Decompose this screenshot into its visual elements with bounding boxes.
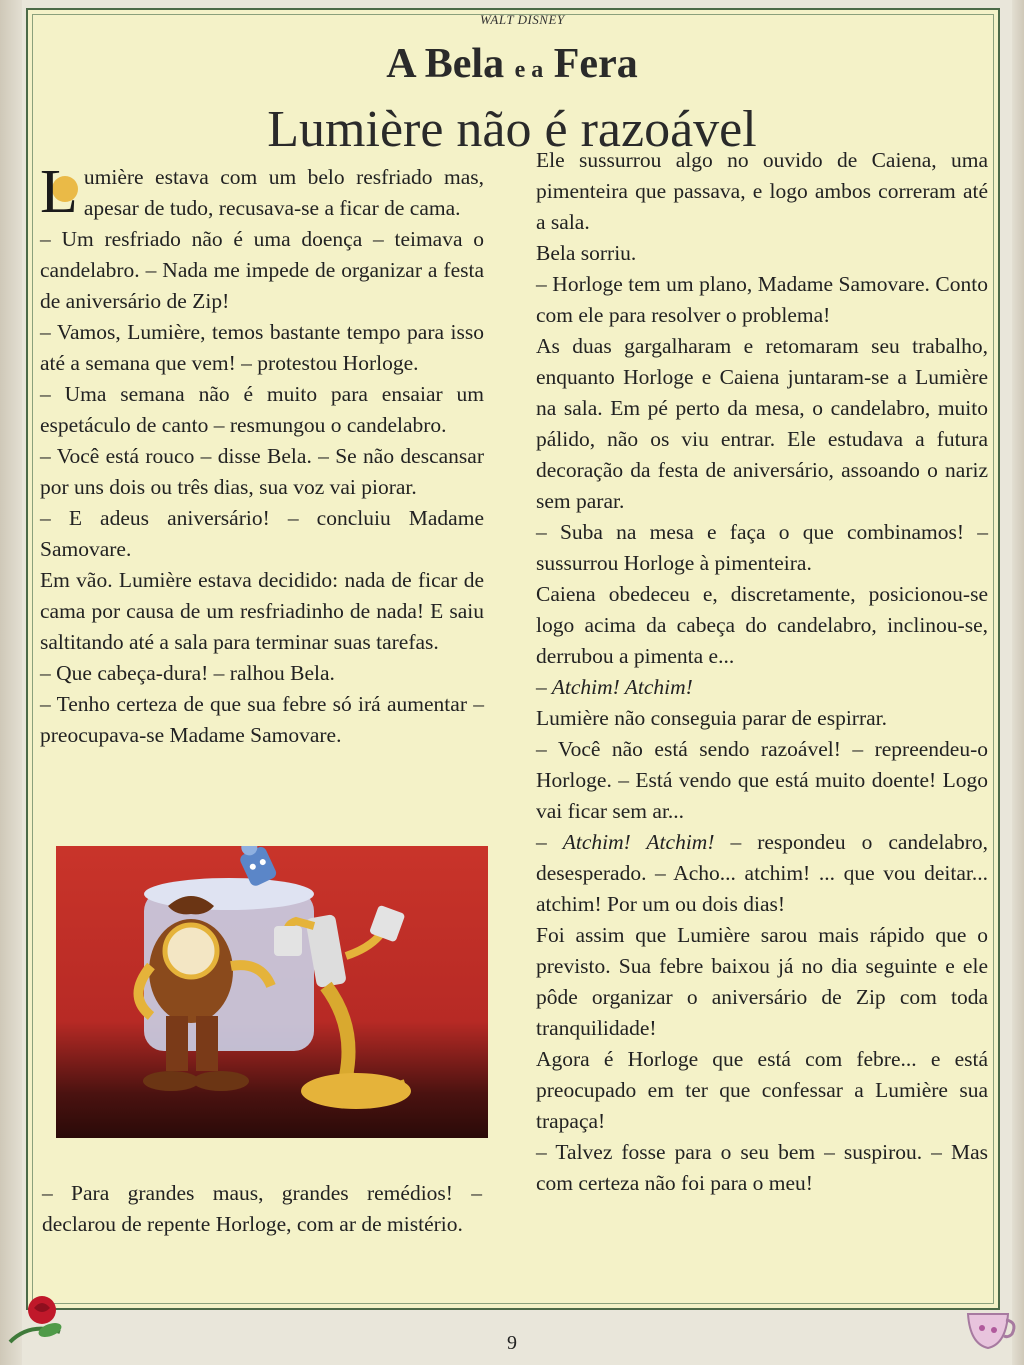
paragraph: Agora é Horloge que está com febre... e está preocupado em ter que confessar a Lumière sua trapaça! <box>536 1047 988 1133</box>
drop-cap: L <box>40 158 78 226</box>
paragraph: – Suba na mesa e faça o que combinamos! – sussurrou Horloge à pimenteira. <box>536 520 988 575</box>
paragraph: – Você está rouco – disse Bela. – Se não descansar por uns dois ou três dias, sua voz vai piorar. <box>40 444 484 499</box>
brand-logo: WALT DISNEY <box>480 12 565 27</box>
paragraph: – E adeus aniversário! – concluiu Madame Samovare. <box>40 506 484 561</box>
series-title-part3: Fera <box>553 41 638 87</box>
page-number: 9 <box>507 1332 517 1354</box>
right-column <box>536 145 988 1199</box>
series-title-part2: e a <box>514 57 544 83</box>
paragraph: – Um resfriado não é uma doença – teimava o candelabro. – Nada me impede de organizar a festa de aniversário de Zip! <box>40 227 484 313</box>
paragraph: – Uma semana não é muito para ensaiar um espetáculo de canto – resmungou o candelabro. <box>40 382 484 437</box>
paragraph-first-text: umière estava com um belo resfriado mas, apesar de tudo, recusava-se a ficar de cama. <box>83 165 484 220</box>
paragraph: – Talvez fosse para o seu bem – suspirou. – Mas com certeza não foi para o meu! <box>536 1140 988 1195</box>
left-column <box>40 158 484 751</box>
sneeze-italic: Atchim! Atchim! <box>562 830 715 854</box>
series-title-part1: A Bela <box>386 41 505 87</box>
paragraph: – Você não está sendo razoável! – repreendeu-o Horloge. – Está vendo que está muito doente! Logo vai ficar sem ar... <box>536 737 988 823</box>
paragraph: Bela sorriu. <box>536 241 637 265</box>
paragraph-text: – respondeu o candelabro, desesperado. – Acho... atchim! ... que vou deitar... atchim! Por um ou dois dias! <box>536 830 989 916</box>
paragraph-first <box>40 158 484 226</box>
paragraph: – Que cabeça-dura! – ralhou Bela. <box>40 661 335 685</box>
series-title <box>0 40 1024 88</box>
story-illustration <box>56 846 488 1138</box>
illustration-caption: – Para grandes maus, grandes remédios! – declarou de repente Horloge, com ar de mistério. <box>42 1181 482 1236</box>
paragraph: Foi assim que Lumière sarou mais rápido que o previsto. Sua febre baixou já no dia seguinte e ele pôde organizar o aniversário de Zip com toda tranquilidade! <box>536 923 988 1040</box>
paragraph: – Vamos, Lumière, temos bastante tempo para isso até a semana que vem! – protestou Horloge. <box>40 320 484 375</box>
paragraph: Caiena obedeceu e, discretamente, posicionou-se logo acima da cabeça do candelabro, inclinou-se, derrubou a pimenta e... <box>536 582 988 668</box>
paragraph: – Horloge tem um plano, Madame Samovare. Conto com ele para resolver o problema! <box>536 272 988 327</box>
illustration-drawing <box>56 846 488 1138</box>
paragraph: Em vão. Lumière estava decidido: nada de ficar de cama por causa de um resfriadinho de nada! E saiu saltitando até a sala para terminar suas tarefas. <box>40 568 484 654</box>
paragraph-italic: – Atchim! Atchim! <box>536 675 693 699</box>
paragraph: Ele sussurrou algo no ouvido de Caiena, uma pimenteira que passava, e logo ambos correram até a sala. <box>536 148 988 234</box>
paragraph <box>536 827 988 920</box>
paragraph: As duas gargalharam e retomaram seu trabalho, enquanto Horloge e Caiena juntaram-se a Lumière na sala. Em pé perto da mesa, o candelabro, muito pálido, não os viu entrar. Ele estudava a futura decoração da festa de aniversário, assoando o nariz sem parar. <box>536 334 988 513</box>
paragraph: Lumière não conseguia parar de espirrar. <box>536 706 888 730</box>
dash: – <box>536 830 563 854</box>
story-title: Lumière não é razoável <box>267 101 757 158</box>
book-edge-right <box>1012 0 1024 1365</box>
book-gutter-left <box>0 0 22 1365</box>
paragraph: – Tenho certeza de que sua febre só irá aumentar – preocupava-se Madame Samovare. <box>40 692 484 747</box>
